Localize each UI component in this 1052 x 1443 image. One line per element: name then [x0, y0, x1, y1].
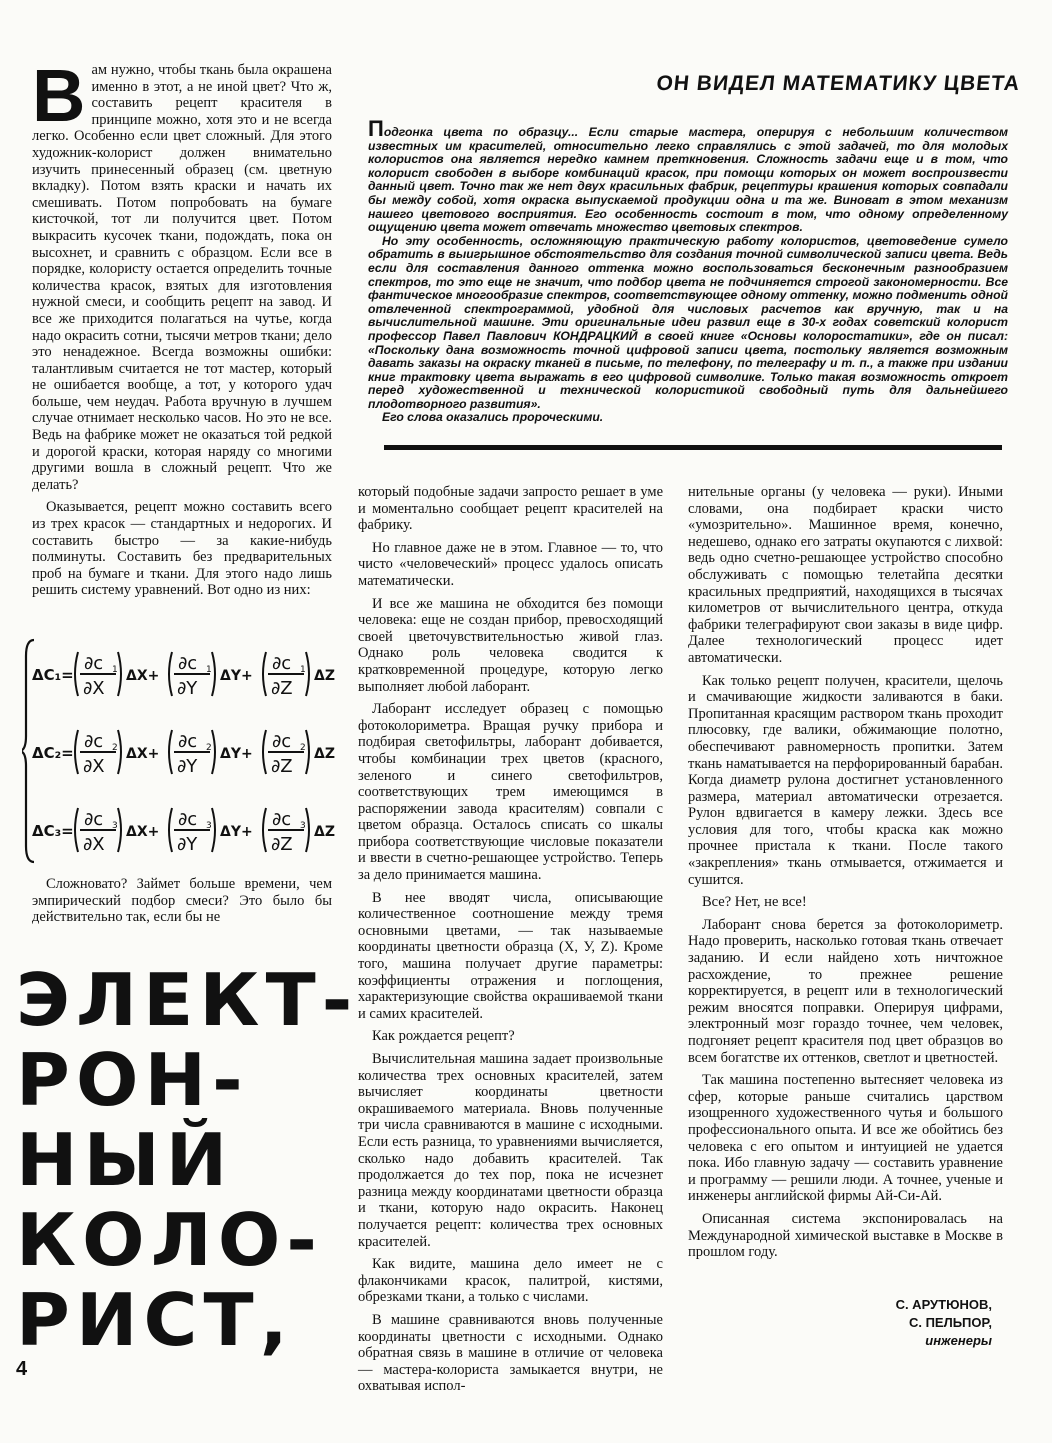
article-paragraph: который подобные задачи запросто решает в уме и моментально сообщает рецепт красителей на фабрику.: [358, 484, 663, 534]
fraction-numerator: ∂c: [272, 809, 292, 830]
horizontal-rule: [384, 445, 1002, 450]
article-paragraph: Так машина постепенно вытесняет человека из сфер, которые раньше считались царством изощренного художественного чутья и большого профессионального опыта. И все же обойтись без человека с его опытом и интуицией не удается пока. Ибо главную задачу — составить уравнение и программу — решили люди. А точнее, ученые и инженеры английской фирмы Ай-Си-Ай.: [688, 1072, 1003, 1205]
fraction-numerator: ∂c: [84, 809, 104, 830]
fraction-numerator: ∂c: [84, 731, 104, 752]
subscript: 3: [300, 821, 306, 831]
article-paragraph: Как только рецепт получен, красители, щелочь и смачивающие жидкости заливаются в баки. Пропитанная красящим раствором ткань проходит плюсовку, где валики, обжимающие полотно, обеспечивают равномерность пропитки. Затем ткань наматывается на перфорированный барабан. Когда диаметр рулона достигнет установленного размера, материал автоматически отрезается. Рулон вдвигается в камеру лежки. Здесь все условия для того, чтобы краска как можно прочнее пристала к ткани. После такого «закрепления» ткань отмывается, отжимается и сушится.: [688, 672, 1003, 888]
equation-lhs: ΔC₂=: [32, 744, 74, 762]
sidebar-name: КОНДРАЦКИЙ: [553, 328, 638, 343]
fraction-denominator: ∂Y: [177, 678, 198, 699]
sidebar-paragraph: одгонка цвета по образцу... Если старые мастера, оперируя с небольшим количеством известных им красителей, относительно легко справлялись с этой задачей, то для молодых колористов она является нередко камнем преткновения. Сложность задачи еще и в том, что колорист свободен в выборе комбинаций красок, при помощи которых он может воспроизвести данный цвет. Точно так же нет двух красильных фабрик, рецептуры крашения которых совпадали бы между собой, хотя окраска выпускаемой продукции одна и та же. Виноват в этом механизм нашего цветового восприятия. Его особенность состоит в том, что одному определенному ощущению цвета может отвечать множество цветовых спектров.: [368, 125, 1008, 235]
equation-lhs: ΔC₃=: [32, 822, 74, 840]
subscript: 1: [300, 665, 306, 675]
drop-cap: В: [32, 54, 86, 137]
delta-term: ΔY+: [220, 746, 253, 762]
big-title: [16, 958, 359, 1362]
fraction-denominator: ∂X: [83, 834, 105, 855]
fraction-denominator: ∂Y: [177, 834, 198, 855]
fraction-numerator: ∂c: [178, 731, 198, 752]
article-column-1-bottom: [32, 876, 332, 932]
article-paragraph: Лаборант снова берется за фотоколориметр. Надо проверить, насколько готовая ткань отвечает заданию. И если найдено хоть ничтожное расхождение, то прежнее решение корректируется, в рецепт или в технологический режим вносятся поправки. Оперируя цифрами, электронный мозг гораздо точнее, чем человек, подгоняет рецепт красителя под цвет образцов во всем богатстве их оттенков, светлот и цветностей.: [688, 916, 1003, 1066]
article-paragraph: Оказывается, рецепт можно составить всего из трех красок — стандартных и недорогих. И составить быстро — за какие-нибудь полминуты. Составить без предварительных проб на бумаге и ткани. Для этого надо лишь решить систему уравнений. Вот одно из них:: [32, 499, 332, 599]
fraction-denominator: ∂Z: [271, 756, 293, 777]
equation-lhs: ΔC₁=: [32, 666, 74, 684]
sidebar-paragraph: Его слова оказались пророческими.: [382, 410, 604, 425]
big-title-line: РИСТ,: [16, 1278, 294, 1362]
fraction-numerator: ∂c: [272, 653, 292, 674]
article-paragraph: Описанная система экспонировалась на Международной химической выставке в Москве в прошлом году.: [688, 1210, 1003, 1261]
fraction-numerator: ∂c: [272, 731, 292, 752]
delta-term: ΔZ: [314, 824, 335, 840]
subscript: 2: [112, 743, 118, 753]
author-name: С. ПЕЛЬПОР,: [908, 1315, 992, 1330]
fraction-numerator: ∂c: [84, 653, 104, 674]
delta-term: ΔX+: [126, 668, 160, 684]
big-title-line: ЭЛЕКТ-: [16, 958, 359, 1042]
sidebar-text: [368, 116, 1009, 425]
fraction-numerator: ∂c: [178, 653, 198, 674]
article-paragraph: Лаборант исследует образец с помощью фотоколориметра. Вращая ручку прибора и подбирая светофильтры, лаборант добивается, чтобы комбинации трех цветов (красного, зеленого и синего светофильтров, соответствующих трем имеющимся в распоряжении завода красителям) совпали с цветом образца. Осталось списать со шкалы прибора соответствующие числовые показатели и ввести в счетно-решающее устройство. Теперь за дело принимается машина.: [358, 701, 663, 884]
big-title-line: КОЛО-: [16, 1198, 323, 1282]
equation-system: [22, 636, 350, 866]
subscript: 1: [112, 665, 118, 675]
author-name: С. АРУТЮНОВ,: [895, 1297, 992, 1312]
article-paragraph: Все? Нет, не все!: [702, 894, 807, 911]
sidebar-drop-letter: П: [368, 116, 384, 141]
subscript: 2: [206, 743, 212, 753]
delta-term: ΔX+: [126, 746, 160, 762]
sidebar-paragraph: в своей книге «Основы колоростатики», где он писал: «Поскольку дана возможность точной цифровой записи цвета, постольку является возможным давать заказы на окраску тканей в письме, по телефону, по телеграфу и т. п., а также при издании книг трактовку цвета выражать в его цифровой символике. Только такая возможность откроет перед художественной и технической колористикой свободный путь для дальнейшего плодотворного развития».: [368, 328, 1009, 411]
article-paragraph: Как видите, машина дело имеет не с флакончиками красок, палитрой, кистями, обрезками ткани, а только с числами.: [358, 1256, 663, 1306]
article-paragraph: В нее вводят числа, описывающие количественное соотношение между тремя основными цветами, — так называемые координаты цветности образца (X, У, Z). Кроме того, машина получает другие параметры: коэффициенты отражения и поглощения, характеризующие свойства окрашиваемой ткани и самих красителей.: [358, 889, 663, 1022]
fraction-denominator: ∂Z: [271, 678, 293, 699]
article-paragraph: Сложновато? Займет больше времени, чем эмпирический подбор смеси? Это было бы действительно так, если бы не: [32, 876, 332, 926]
delta-term: ΔY+: [220, 668, 253, 684]
article-paragraph: ам нужно, чтобы ткань была окрашена именно в этот, а не иной цвет? Что ж, составить рецепт красителя в принципе можно, хотя это и не всегда легко. Особенно если цвет сложный. Для этого художник-колорист должен внимательно изучить принесенный образец (см. цветную вкладку). Потом взять краски и начать их смешивать. Потом попробовать на бумаге кисточкой, тот ли получится цвет. Потом выкрасить кусочек ткани, подождать, пока он высохнет, и сравнить с образцом. Если все в порядке, колористу остается определить точные количества красок, взятых для изготовления нужной смеси, и сообщить рецепт на завод. И все же приходится полагаться на чутье, когда надо окрасить сотни, тысячи метров ткани; дело это ненадежное. Всегда возможны ошибки: талантливым считается не тот мастер, который не ошибается вообще, а тот, у которого удач больше, чем неудач. Работа вручную в лучшем случае отнимает несколько часов. Но это не все. Ведь на фабрике может не оказаться той редкой и дорогой краски, которая наряду со многими другими вошла в сложный рецепт. Что же делать?: [32, 62, 332, 493]
article-paragraph: Как рождается рецепт?: [372, 1028, 515, 1045]
subscript: 3: [206, 821, 212, 831]
page-number: 4: [16, 1358, 28, 1380]
delta-term: ΔX+: [126, 824, 160, 840]
delta-term: ΔZ: [314, 668, 335, 684]
sidebar-paragraph: Но эту особенность, осложняющую практическую работу колористов, цветоведение сумело обратить в выигрышное обстоятельство для создания точной символической записи цвета. Ведь если для составления данного оттенка можно воспользоваться бесконечным разнообразием спектров, то это еще не значит, что подбор цвета не подчиняется строгой закономерности. Все фантическое многообразие спектров, соответствующее одному оттенку, можно подменить одной отвлеченной спектрограммой, удобной для числовых расчетов как вручную, так и на вычислительной машине. Эти оригинальные идеи развил еще в 30-х годах советский колорист профессор Павел Павлович: [368, 233, 1008, 343]
sidebar-title: ОН ВИДЕЛ МАТЕМАТИКУ ЦВЕТА: [655, 72, 1022, 95]
fraction-numerator: ∂c: [178, 809, 198, 830]
article-paragraph: нительные органы (у человека — руки). Иными словами, она подбирает краски чисто «умозрительно». Машинное время, конечно, недешево, однако его затраты окупаются с лихвой: ведь одно счетно-решающее устройство способно обслуживать с помощью телетайпа десятки красильных предприятий, находящихся в тысячах километров от вычислительного центра, откуда фабрики телеграфируют свои заказы в виде цифр. Далее технологический процесс идет автоматически.: [688, 484, 1003, 666]
subscript: 2: [300, 743, 306, 753]
article-paragraph: И все же машина не обходится без помощи человека: еще не создан прибор, превосходящий своей цветочувствительностью живой глаз. Однако роль человека сводится к кратковременной процедуре, которую легко выполняет любой лаборант.: [358, 595, 663, 695]
fraction-denominator: ∂X: [83, 678, 105, 699]
article-column-1: [32, 54, 332, 605]
article-column-2: [358, 484, 663, 1401]
article-paragraph: Вычислительная машина задает произвольные количества трех основных красителей, затем вычисляет координаты цветности окрашиваемого материала. Вновь полученные три числа сравниваются в машине с исходными. Если есть разница, то уравнениями вычисляется, сколько надо добавить красителей. Так продолжается до тех пор, пока не исчезнет разница между координатами цветности образца и ткани, которую надо окрасить. Наконец получается рецепт: количества трех основных красителей.: [358, 1051, 663, 1250]
subscript: 3: [112, 821, 118, 831]
article-paragraph: В машине сравниваются вновь полученные координаты цветности с исходными. Однако обратная связь в машине в отличие от человека — мастера-колориста замыкается внутри, не охватывая испол-: [358, 1311, 663, 1395]
subscript: 1: [206, 665, 212, 675]
fraction-denominator: ∂X: [83, 756, 105, 777]
delta-term: ΔZ: [314, 746, 335, 762]
fraction-denominator: ∂Y: [177, 756, 198, 777]
fraction-denominator: ∂Z: [271, 834, 293, 855]
big-title-line: НЫЙ: [16, 1118, 234, 1202]
big-title-line: РОН-: [16, 1038, 249, 1122]
article-column-3: [688, 484, 1003, 1267]
author-role: инженеры: [925, 1333, 992, 1348]
authors: [896, 1296, 992, 1350]
article-paragraph: Но главное даже не в этом. Главное — то, что чисто «человеческий» процесс удалось описать математически.: [358, 539, 663, 589]
delta-term: ΔY+: [220, 824, 253, 840]
